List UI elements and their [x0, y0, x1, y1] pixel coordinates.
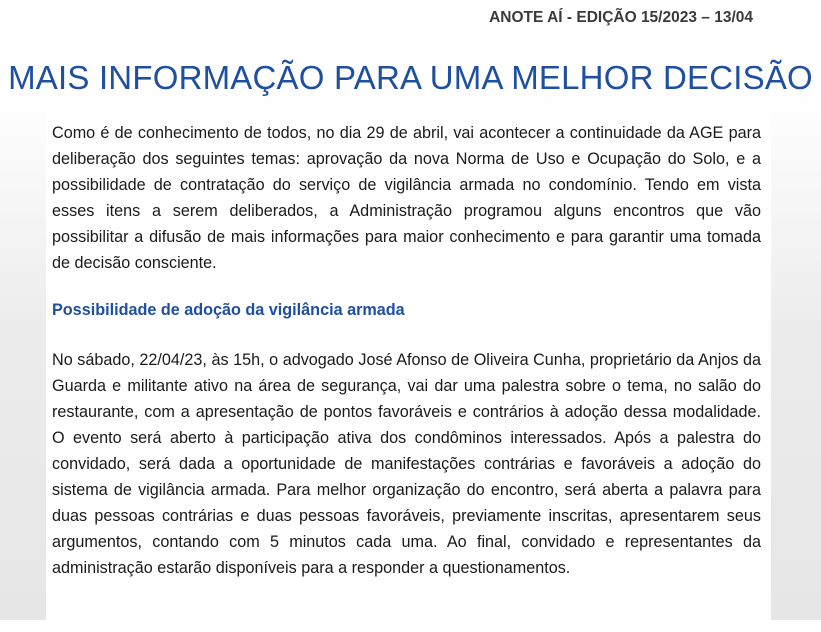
page-title: MAIS INFORMAÇÃO PARA UMA MELHOR DECISÃO: [8, 59, 813, 96]
section-paragraph: No sábado, 22/04/23, às 15h, o advogado José Afonso de Oliveira Cunha, proprietário da Anjos da Guarda e militante ativo na área de segurança, vai dar uma palestra sobre o tema, no salão do restaurante, com a apresentação de pontos favoráveis e contrários à adoção dessa modalidade. O evento será aberto à participação ativa dos condôminos interessados. Após a palestra do convidado, será dada a oportunidade de manifestações contrárias e favoráveis a adoção do sistema de vigilância armada. Para melhor organização do encontro, será aberta a palavra para duas pessoas contrárias e duas pessoas favoráveis, previamente inscritas, apresentarem seus argumentos, contando com 5 minutos cada uma. Ao final, convidado e representantes da administração estarão disponíveis para a responder a questionamentos.: [52, 351, 761, 577]
intro-paragraph: Como é de conhecimento de todos, no dia 29 de abril, vai acontecer a continuidade da AGE para deliberação dos seguintes temas: aprovação da nova Norma de Uso e Ocupação do Solo, e a possibilidade de contratação do serviço de vigilância armada no condomínio. Tendo em vista esses itens a serem deliberados, a Administração programou alguns encontros que vão possibilitar a difusão de mais informações para maior conhecimento e para garantir uma tomada de decisão consciente.: [52, 124, 761, 272]
section-heading: Possibilidade de adoção da vigilância armada: [52, 301, 405, 319]
article-body: [46, 112, 771, 632]
edition-label: ANOTE AÍ - EDIÇÃO 15/2023 – 13/04: [489, 9, 753, 26]
